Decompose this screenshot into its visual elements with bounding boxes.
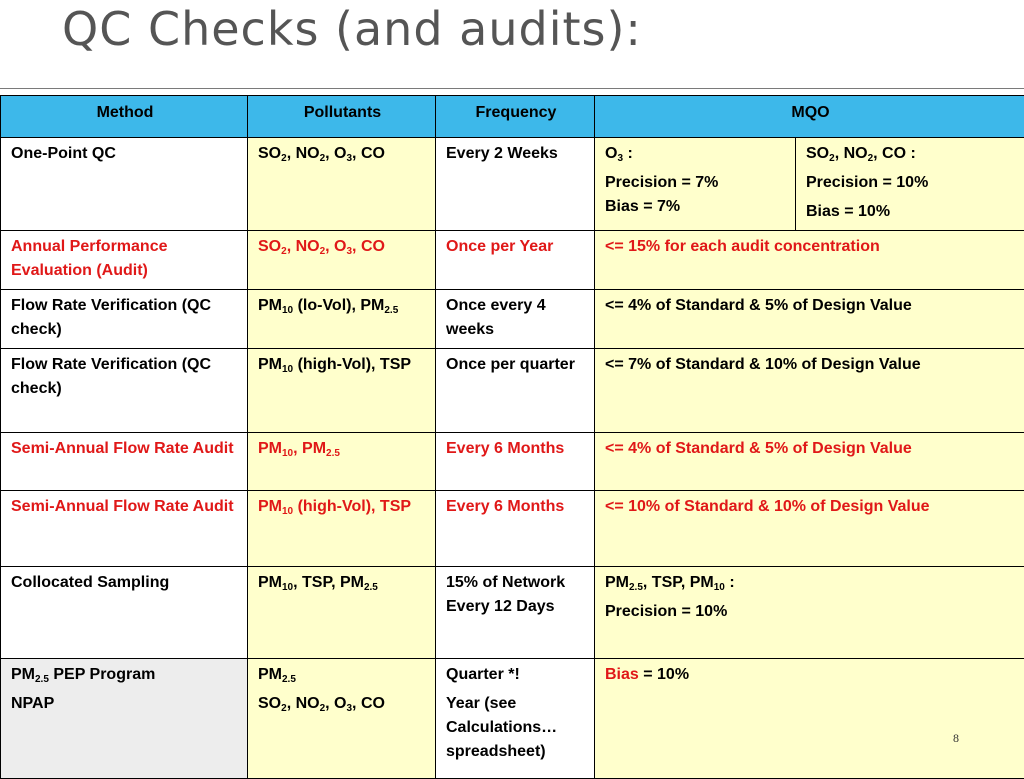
mqo-other-precision: Precision = 10% <box>806 171 1016 195</box>
frequency-cell: Every 2 Weeks <box>436 138 595 231</box>
qc-checks-table <box>0 95 1024 779</box>
method-cell: Semi-Annual Flow Rate Audit <box>1 433 248 491</box>
header-frequency: Frequency <box>436 96 595 138</box>
method-cell: One-Point QC <box>1 138 248 231</box>
frequency-cell: 15% of Network Every 12 Days <box>436 567 595 659</box>
method-cell <box>1 659 248 779</box>
frequency-line-1: Quarter *! <box>446 663 586 687</box>
mqo-cell: <= 4% of Standard & 5% of Design Value <box>595 290 1024 349</box>
pollutants-cell: $SO_2$, $NO_2$, $O_3$, CO <box>248 231 436 290</box>
frequency-cell: Once every 4 weeks <box>436 290 595 349</box>
header-mqo: MQO <box>595 96 1024 138</box>
pollutants-cell <box>248 659 436 779</box>
mqo-cell: Bias = 10% <box>595 659 1024 779</box>
mqo-cell: <= 10% of Standard & 10% of Design Value <box>595 491 1024 567</box>
table-row <box>1 567 1024 659</box>
pollutants-cell: $PM_{10}$ (lo-Vol), $PM_{2.5}$ <box>248 290 436 349</box>
table-row <box>1 138 1024 231</box>
frequency-cell <box>436 659 595 779</box>
mqo-o3-precision: Precision = 7% <box>605 171 787 195</box>
mqo-bias-word: Bias <box>605 666 639 683</box>
pollutants-cell: $PM_{10}$, TSP, $PM_{2.5}$ <box>248 567 436 659</box>
mqo-o3-bias: Bias = 7% <box>605 195 787 219</box>
mqo-other-heading: $SO_2$, $NO_2$, CO : <box>806 142 1016 166</box>
header-pollutants: Pollutants <box>248 96 436 138</box>
frequency-cell: Every 6 Months <box>436 491 595 567</box>
table-row <box>1 491 1024 567</box>
table-row <box>1 433 1024 491</box>
pollutants-cell: $PM_{10}$ (high-Vol), TSP <box>248 349 436 433</box>
frequency-cell: Once per Year <box>436 231 595 290</box>
mqo-o3-heading: $O_3$ : <box>605 142 787 166</box>
frequency-cell: Every 6 Months <box>436 433 595 491</box>
mqo-cell <box>595 567 1024 659</box>
mqo-cell: <= 7% of Standard & 10% of Design Value <box>595 349 1024 433</box>
method-cell: Flow Rate Verification (QC check) <box>1 349 248 433</box>
pollutants-line-2: $SO_2$, $NO_2$, $O_3$, CO <box>258 692 427 716</box>
pollutants-cell: $PM_{10}$ (high-Vol), TSP <box>248 491 436 567</box>
mqo-cell: <= 4% of Standard & 5% of Design Value <box>595 433 1024 491</box>
table-row <box>1 290 1024 349</box>
page-number: 8 <box>953 731 959 746</box>
mqo-cell: <= 15% for each audit concentration <box>595 231 1024 290</box>
title-divider <box>0 88 1024 89</box>
method-line-2: NPAP <box>11 692 239 716</box>
table-header-row <box>1 96 1024 138</box>
pollutants-cell: $PM_{10}$, $PM_{2.5}$ <box>248 433 436 491</box>
table-row <box>1 231 1024 290</box>
mqo-o3-cell <box>595 138 796 231</box>
table-row <box>1 659 1024 779</box>
method-cell: Flow Rate Verification (QC check) <box>1 290 248 349</box>
method-cell: Collocated Sampling <box>1 567 248 659</box>
slide-title: QC Checks (and audits): <box>62 2 642 56</box>
frequency-cell: Once per quarter <box>436 349 595 433</box>
header-method: Method <box>1 96 248 138</box>
pollutants-cell: $SO_2$, $NO_2$, $O_3$, CO <box>248 138 436 231</box>
method-cell: Semi-Annual Flow Rate Audit <box>1 491 248 567</box>
frequency-line-2: Year (see Calculations… spreadsheet) <box>446 692 586 764</box>
mqo-other-bias: Bias = 10% <box>806 200 1016 224</box>
mqo-other-cell <box>796 138 1024 231</box>
mqo-heading: $PM_{2.5}$, TSP, $PM_{10}$ : <box>605 571 1016 595</box>
pollutants-line-1: $PM_{2.5}$ <box>258 663 427 687</box>
table-row <box>1 349 1024 433</box>
method-cell: Annual Performance Evaluation (Audit) <box>1 231 248 290</box>
mqo-precision: Precision = 10% <box>605 600 1016 624</box>
method-line-1: $PM_{2.5}$ PEP Program <box>11 663 239 687</box>
